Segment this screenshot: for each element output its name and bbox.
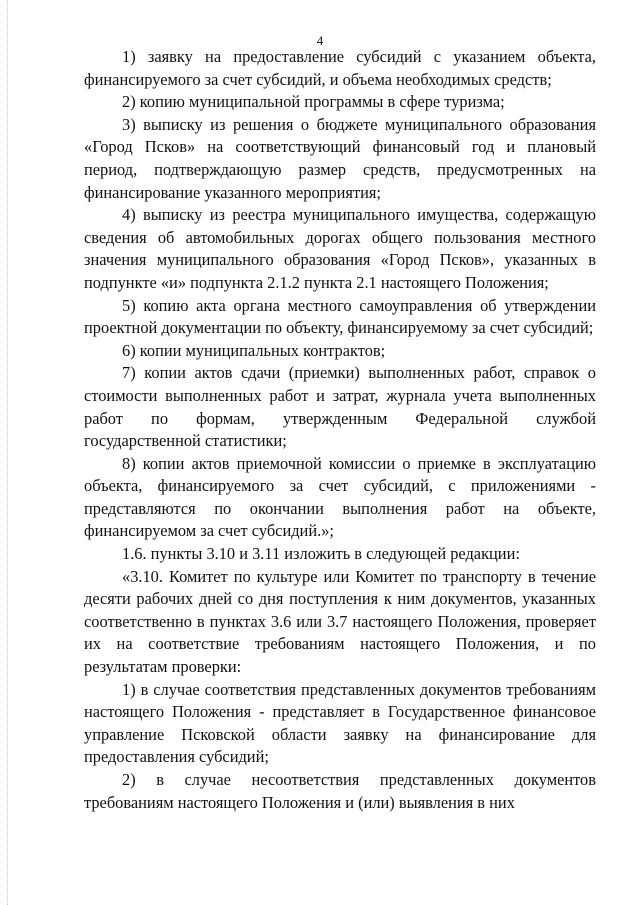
list-item-contracts: 6) копии муниципальных контрактов; [122,340,386,360]
list-item-registry-extract: 4) выписку из реестра муниципального имущества, содержащую сведения об автомобильных дорогах общего пользования местного значения муниципального образования «Город Псков», указанных в подпункте «и» подпункта 2.1.2 пункта 2.1 настоящего Положения; [84,205,596,292]
list-item-budget-extract: 3) выписку из решения о бюджете муниципального образования «Город Псков» на соответствующий финансовый год и плановый период, подтверждающую размер средств, предусмотренных на финансирование указанного мероприятия; [84,114,596,202]
list-item-application: 1) заявку на предоставление субсидий с указанием объекта, финансируемого за счет субсидий, и объема необходимых средств; [84,47,596,89]
amendment-clause: 1.6. пункты 3.10 и 3.11 изложить в следующей редакции: [122,544,520,564]
scan-edge-line [7,0,8,905]
list-item-commission-acts: 8) копии актов приемочной комиссии о приемке в эксплуатацию объекта, финансируемого за счет субсидий, с приложениями - представляются по окончании выполнения работ на объекте, финансируемом за счет субсидий.»; [84,453,596,541]
clause-3-10: «3.10. Комитет по культуре или Комитет по транспорту в течение десяти рабочих дней со дня поступления к ним документов, указанных соответственно в пунктах 3.6 или 3.7 настоящего Положения, проверяет их на соответствие требованиям настоящего Положения, и по результатам проверки: [84,566,596,677]
clause-3-10-item-1: 1) в случае соответствия представленных документов требованиям настоящего Положения - представляет в Государственное финансовое управление Псковской области заявку на финансирование для предоставления субсидий; [84,679,596,767]
list-item-program-copy: 2) копию муниципальной программы в сфере туризма; [122,92,505,112]
clause-3-10-item-2: 2) в случае несоответствия представленных документов требованиям настоящего Положения и (или) выявления в них [84,770,596,812]
page-number: 4 [316,33,324,48]
list-item-project-approval-act: 5) копию акта органа местного самоуправления об утверждении проектной документации по объекту, финансируемому за счет субсидий; [84,295,596,338]
document-body [84,46,596,814]
list-item-acceptance-acts: 7) копии актов сдачи (приемки) выполненных работ, справок о стоимости выполненных работ и затрат, журнала учета выполненных работ по формам, утвержденным Федеральной службой государственной статистики; [84,363,596,451]
